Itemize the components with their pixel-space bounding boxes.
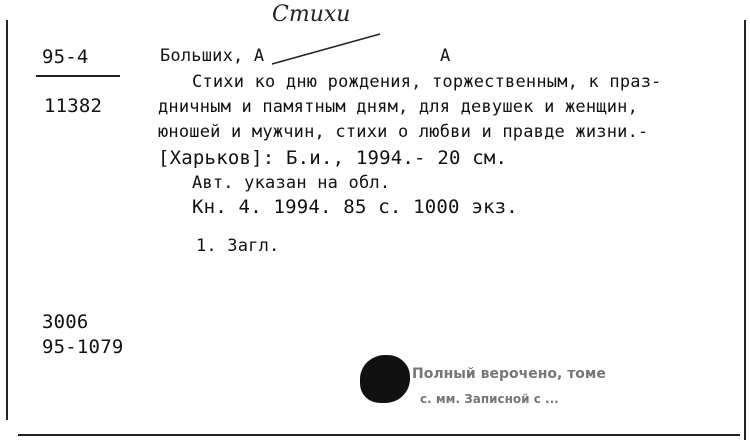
author-mark: А bbox=[440, 46, 451, 66]
bottom-code-1: 3006 bbox=[42, 311, 89, 333]
handwritten-note: Стихи bbox=[272, 2, 351, 27]
ink-stamp bbox=[360, 355, 410, 403]
stamp-line-1: Полный верочено, томе bbox=[412, 366, 606, 382]
description-line-2: дничным и памятным дням, для девушек и женщин, bbox=[158, 97, 639, 117]
left-border bbox=[6, 20, 8, 420]
class-code: 95-4 bbox=[42, 46, 89, 68]
pen-stroke bbox=[270, 28, 390, 68]
bottom-rule bbox=[18, 434, 740, 436]
note-author: Авт. указан на обл. bbox=[192, 173, 391, 193]
description-line-1: Стихи ко дню рождения, торжественным, к праз- bbox=[192, 72, 662, 92]
accession-number: 11382 bbox=[44, 95, 103, 117]
bottom-code-2: 95-1079 bbox=[42, 336, 124, 358]
class-rule bbox=[36, 75, 120, 77]
book-chamber: Кн. 4. 1994. 85 с. 1000 экз. bbox=[192, 196, 518, 218]
stamp-line-2: с. мм. Записной с ... bbox=[420, 392, 559, 406]
subject-heading: 1. Загл. bbox=[196, 236, 280, 256]
right-border bbox=[744, 20, 746, 440]
author: Больших, А bbox=[160, 46, 265, 66]
description-line-3: юношей и мужчин, стихи о любви и правде жизни.- bbox=[158, 122, 649, 142]
description-line-4: [Харьков]: Б.и., 1994.- 20 см. bbox=[158, 147, 508, 169]
